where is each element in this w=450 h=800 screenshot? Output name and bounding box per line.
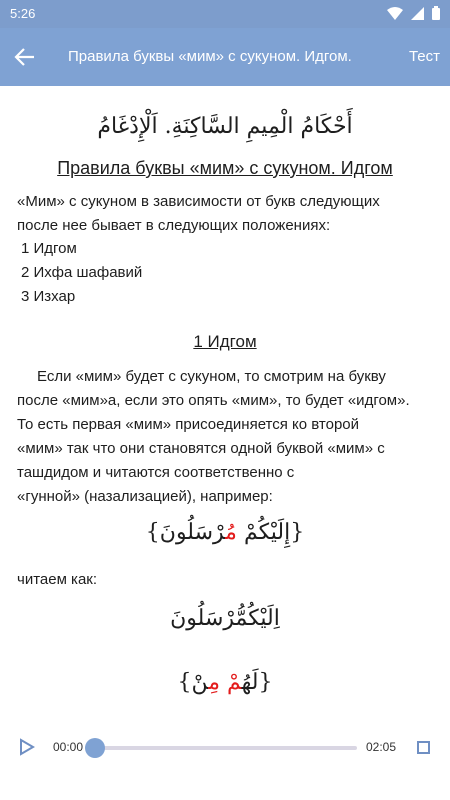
current-time: 00:00	[53, 740, 84, 754]
list-item: 3 Изхар	[21, 288, 76, 305]
arrow-left-icon	[14, 46, 36, 68]
brace-open: {	[290, 520, 305, 545]
section-heading: 1 Идгом	[193, 332, 257, 351]
example-1-word-2: رْسَلُونَ	[159, 520, 226, 545]
brace-close: }	[145, 520, 160, 545]
body-line-1-text: Если «мим» будет с сукуном, то смотрим на букву	[37, 368, 386, 385]
example-3-word-2: نْ	[191, 670, 209, 695]
reads-as-label: читаем как:	[17, 571, 98, 588]
list-item: 2 Ихфа шафавий	[21, 264, 143, 281]
brace-close: }	[177, 670, 192, 695]
arabic-example-2: اِلَيْكُمُّرْسَلُونَ	[170, 606, 280, 631]
body-line-5: ташдидом и читаются соответственно с	[17, 464, 295, 481]
brace-open: {	[258, 670, 273, 695]
stop-icon[interactable]	[417, 741, 430, 754]
total-time: 02:05	[366, 740, 397, 754]
intro-line-2: после нее бывает в следующих положениях:	[17, 217, 331, 234]
wifi-icon	[387, 7, 403, 20]
arabic-example-1	[0, 520, 450, 545]
page-title: Правила буквы «мим» с сукуном. Идгом.	[68, 48, 352, 65]
signal-icon	[411, 7, 424, 20]
back-button[interactable]	[6, 38, 44, 76]
body-line-3: То есть первая «мим» присоединяется ко второй	[17, 416, 360, 433]
body-line-2: после «мим»а, если это опять «мим», то будет «идгом».	[17, 392, 410, 409]
status-time: 5:26	[10, 6, 36, 21]
body-line-4: «мим» так что они становятся одной буквой «мим» с	[17, 440, 385, 457]
example-3-word-1: لَهُ	[241, 670, 259, 695]
status-bar	[0, 0, 450, 28]
play-icon[interactable]	[18, 738, 36, 756]
status-icons	[387, 6, 440, 20]
battery-icon	[432, 6, 440, 20]
example-1-highlight: ْ مُ	[225, 520, 244, 545]
body-line-1	[17, 365, 437, 388]
test-button[interactable]: Тест	[408, 48, 440, 65]
seek-bar[interactable]	[95, 746, 357, 750]
navigation-bar	[0, 768, 450, 800]
example-1-word-1: إِلَيْكُم	[243, 520, 291, 545]
list-item: 1 Идгом	[21, 240, 77, 257]
lesson-content[interactable]	[0, 86, 450, 726]
app-bar	[0, 28, 450, 86]
seek-thumb[interactable]	[85, 738, 105, 758]
lesson-heading: Правила буквы «мим» с сукуном. Идгом	[57, 158, 393, 178]
body-line-6: «гунной» (назализацией), например:	[17, 488, 273, 505]
audio-player	[0, 726, 450, 768]
arabic-example-3	[0, 670, 450, 695]
intro-line-1: «Мим» с сукуном в зависимости от букв следующих	[17, 193, 380, 210]
example-3-highlight: مْ مِ	[208, 670, 242, 695]
arabic-title: أَحْكَامُ الْمِيمِ السَّاكِنَةِ. اَلْإِدْغَامُ	[97, 114, 353, 139]
